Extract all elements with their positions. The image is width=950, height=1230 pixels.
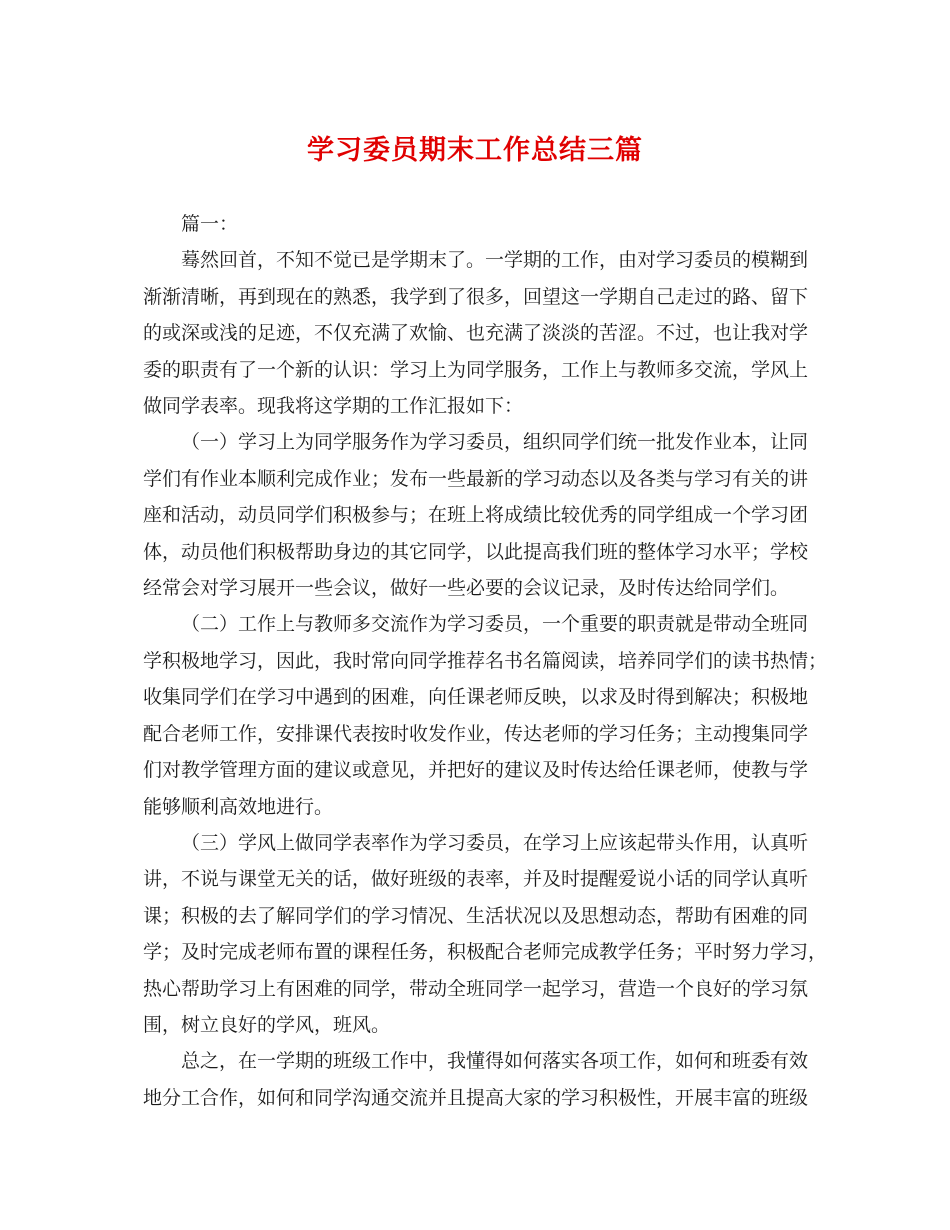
document-body bbox=[143, 206, 828, 1116]
paragraph-line: 的或深或浅的足迹，不仅充满了欢愉、也充满了淡淡的苦涩。不过，也让我对学 bbox=[143, 322, 809, 345]
paragraph-line: 渐渐清晰，再到现在的熟悉，我学到了很多，回望这一学期自己走过的路、留下 bbox=[143, 285, 809, 308]
paragraph-line: （一）学习上为同学服务作为学习委员，组织同学们统一批发作业本，让同 bbox=[181, 431, 809, 454]
section-heading bbox=[143, 206, 805, 242]
paragraph bbox=[143, 1043, 809, 1116]
paragraph-line: 能够顺利高效地进行。 bbox=[143, 795, 334, 818]
paragraph bbox=[143, 606, 828, 824]
paragraph-line: 围，树立良好的学风，班风。 bbox=[143, 1013, 391, 1036]
paragraph bbox=[143, 242, 809, 424]
paragraph-line: 座和活动，动员同学们积极参与；在班上将成绩比较优秀的同学组成一个学习团 bbox=[143, 504, 809, 527]
paragraph-line: 学；及时完成老师布置的课程任务，积极配合老师完成教学任务；平时努力学习， bbox=[143, 941, 828, 964]
paragraph-line: 配合老师工作，安排课代表按时收发作业，传达老师的学习任务；主动搜集同学 bbox=[143, 722, 809, 745]
paragraph bbox=[143, 825, 828, 1043]
paragraph-line: （三）学风上做同学表率作为学习委员，在学习上应该起带头作用，认真听 bbox=[181, 831, 809, 854]
paragraph-line: 课；积极的去了解同学们的学习情况、生活状况以及思想动态，帮助有困难的同 bbox=[143, 904, 809, 927]
paragraph-line: 委的职责有了一个新的认识：学习上为同学服务，工作上与教师多交流，学风上 bbox=[143, 358, 809, 381]
paragraph-line: 总之，在一学期的班级工作中，我懂得如何落实各项工作，如何和班委有效 bbox=[181, 1050, 809, 1073]
paragraph-line: 热心帮助学习上有困难的同学，带动全班同学一起学习，营造一个良好的学习氛 bbox=[143, 977, 809, 1000]
paragraph-line: （二）工作上与教师多交流作为学习委员，一个重要的职责就是带动全班同 bbox=[181, 613, 809, 636]
paragraph-line: 收集同学们在学习中遇到的困难，向任课老师反映，以求及时得到解决；积极地 bbox=[143, 686, 809, 709]
paragraph-line: 体，动员他们积极帮助身边的其它同学，以此提高我们班的整体学习水平；学校 bbox=[143, 540, 809, 563]
paragraph-line: 做同学表率。现我将这学期的工作汇报如下： bbox=[143, 395, 524, 418]
paragraph-line: 蓦然回首，不知不觉已是学期末了。一学期的工作，由对学习委员的模糊到 bbox=[181, 249, 809, 272]
paragraph-line: 学积极地学习，因此，我时常向同学推荐名书名篇阅读，培养同学们的读书热情； bbox=[143, 649, 828, 672]
paragraph-line: 地分工合作，如何和同学沟通交流并且提高大家的学习积极性，开展丰富的班级 bbox=[143, 1086, 809, 1109]
paragraph-line: 篇一： bbox=[181, 213, 239, 235]
paragraph-line: 经常会对学习展开一些会议，做好一些必要的会议记录，及时传达给同学们。 bbox=[143, 577, 790, 600]
paragraph-line: 学们有作业本顺利完成作业；发布一些最新的学习动态以及各类与学习有关的讲 bbox=[143, 467, 809, 490]
paragraph-line: 们对教学管理方面的建议或意见，并把好的建议及时传达给任课老师，使教与学 bbox=[143, 759, 809, 782]
paragraph bbox=[143, 424, 809, 606]
paragraph-line: 讲，不说与课堂无关的话，做好班级的表率，并及时提醒爱说小话的同学认真听 bbox=[143, 868, 809, 891]
document-title: 学习委员期末工作总结三篇 bbox=[307, 135, 643, 166]
